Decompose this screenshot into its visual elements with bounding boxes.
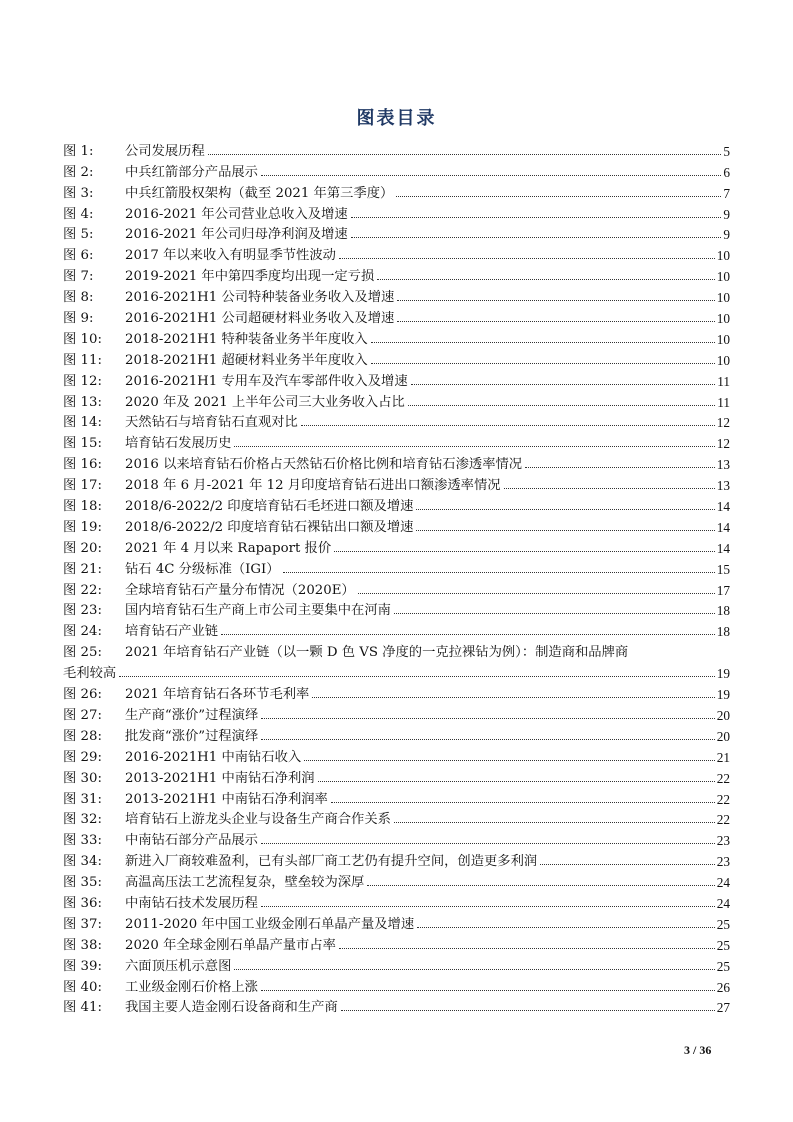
toc-entry-label: 图 28: bbox=[63, 728, 102, 744]
toc-entry-label: 图 33: bbox=[63, 833, 102, 849]
toc-entry[interactable] bbox=[63, 139, 730, 160]
dot-leader bbox=[416, 530, 714, 531]
toc-entry-text: 高温高压法工艺流程复杂，壁垒较为深厚 bbox=[125, 875, 365, 891]
dot-leader bbox=[377, 279, 714, 280]
toc-entry-page: 10 bbox=[716, 352, 730, 368]
toc-entry-label: 图 34: bbox=[63, 854, 102, 870]
toc-entry-label: 图 3: bbox=[63, 185, 94, 201]
toc-list-b bbox=[63, 682, 730, 1016]
dot-leader bbox=[371, 363, 715, 364]
toc-entry-label: 图 12: bbox=[63, 373, 102, 389]
toc-entry-text: 2013-2021H1 中南钻石净利润 bbox=[125, 770, 315, 786]
toc-entry[interactable] bbox=[63, 223, 730, 244]
toc-entry-text: 生产商“涨价”过程演绎 bbox=[125, 707, 259, 723]
toc-entry-label: 图 27: bbox=[63, 707, 102, 723]
toc-entry-page: 10 bbox=[716, 269, 730, 285]
toc-entry-label: 图 1: bbox=[63, 143, 94, 159]
toc-entry[interactable] bbox=[63, 745, 730, 766]
toc-entry-label: 图 36: bbox=[63, 895, 102, 911]
toc-entry-page: 11 bbox=[717, 373, 730, 389]
toc-entry-text: 2011-2020 年中国工业级金刚石单晶产量及增速 bbox=[125, 916, 415, 932]
toc-entry[interactable] bbox=[63, 849, 730, 870]
dot-leader bbox=[394, 822, 715, 823]
toc-entry-page: 18 bbox=[716, 624, 730, 640]
toc-entry-text: 我国主要人造金刚石设备商和生产商 bbox=[125, 1000, 338, 1016]
toc-entry[interactable] bbox=[63, 264, 730, 285]
toc-entry-label: 图 19: bbox=[63, 519, 102, 535]
toc-entry-page: 13 bbox=[716, 478, 730, 494]
toc-entry-page: 9 bbox=[723, 227, 730, 243]
toc-entry[interactable] bbox=[63, 933, 730, 954]
toc-entry[interactable] bbox=[63, 452, 730, 473]
toc-entry-page: 15 bbox=[716, 561, 730, 577]
toc-entry[interactable] bbox=[63, 515, 730, 536]
toc-entry-label: 图 22: bbox=[63, 582, 102, 598]
toc-entry[interactable] bbox=[63, 599, 730, 620]
toc-entry[interactable] bbox=[63, 390, 730, 411]
toc-entry-text: 2016-2021H1 公司特种装备业务收入及增速 bbox=[125, 290, 395, 306]
toc-entry[interactable] bbox=[63, 954, 730, 975]
toc-entry-label: 图 41: bbox=[63, 1000, 102, 1016]
toc-entry-label: 图 26: bbox=[63, 687, 102, 703]
toc-entry-page: 9 bbox=[723, 206, 730, 222]
toc-entry-page: 22 bbox=[716, 812, 730, 828]
toc-entry-text: 批发商“涨价”过程演绎 bbox=[125, 728, 259, 744]
toc-entry[interactable] bbox=[63, 975, 730, 996]
dot-leader bbox=[331, 802, 715, 803]
toc-entry-page: 14 bbox=[716, 519, 730, 535]
toc-entry-text: 2020 年及 2021 上半年公司三大业务收入占比 bbox=[125, 394, 405, 410]
toc-entry-page: 18 bbox=[716, 603, 730, 619]
toc-entry-label: 图 23: bbox=[63, 603, 102, 619]
toc-entry[interactable] bbox=[63, 243, 730, 264]
dot-leader bbox=[394, 613, 715, 614]
page-number: 3 / 36 bbox=[684, 1043, 712, 1057]
toc-entry-label: 图 11: bbox=[63, 352, 102, 368]
toc-entry-label: 图 32: bbox=[63, 812, 102, 828]
dot-leader bbox=[234, 446, 714, 447]
dot-leader bbox=[283, 572, 715, 573]
toc-entry[interactable] bbox=[63, 431, 730, 452]
dot-leader bbox=[261, 739, 714, 740]
toc-entry-page: 11 bbox=[717, 394, 730, 410]
toc-entry-text: 新进入厂商较难盈利，已有头部厂商工艺仍有提升空间，创造更多利润 bbox=[125, 854, 538, 870]
toc-entry-label: 图 10: bbox=[63, 331, 102, 347]
dot-leader bbox=[234, 969, 714, 970]
toc-entry-page: 19 bbox=[716, 687, 730, 703]
dot-leader bbox=[396, 196, 721, 197]
toc-entry-text: 2018/6-2022/2 印度培育钻石裸钻出口额及增速 bbox=[125, 519, 414, 535]
toc-entry-text: 六面顶压机示意图 bbox=[125, 958, 232, 974]
toc-entry-page: 10 bbox=[716, 248, 730, 264]
toc-entry-page: 19 bbox=[716, 666, 730, 682]
dot-leader bbox=[261, 906, 715, 907]
toc-entry-page: 26 bbox=[716, 979, 730, 995]
toc-entry-text: 2018-2021H1 超硬材料业务半年度收入 bbox=[125, 352, 368, 368]
dot-leader bbox=[351, 237, 722, 238]
toc-entry-25[interactable] bbox=[63, 640, 730, 682]
toc-entry-label: 图 15: bbox=[63, 436, 102, 452]
dot-leader bbox=[339, 948, 715, 949]
toc-entry-text: 2016-2021 年公司营业总收入及增速 bbox=[125, 206, 348, 222]
toc-entry-page: 25 bbox=[716, 937, 730, 953]
toc-entry-text: 培育钻石发展历史 bbox=[125, 436, 232, 452]
toc-entry-text: 2017 年以来收入有明显季节性波动 bbox=[125, 248, 336, 264]
toc-entry-text: 2018 年 6 月-2021 年 12 月印度培育钻石进出口额渗透率情况 bbox=[125, 478, 501, 494]
toc-entry-page: 20 bbox=[716, 707, 730, 723]
toc-entry-label: 图 40: bbox=[63, 979, 102, 995]
toc-entry-page: 6 bbox=[723, 164, 730, 180]
dot-leader bbox=[339, 258, 715, 259]
toc-entry-page: 10 bbox=[716, 311, 730, 327]
toc-entry-text: 公司发展历程 bbox=[125, 143, 205, 159]
dot-leader bbox=[261, 175, 721, 176]
dot-leader bbox=[371, 342, 715, 343]
toc-entry[interactable] bbox=[63, 828, 730, 849]
toc-entry-page: 20 bbox=[716, 728, 730, 744]
page-title: 图表目录 bbox=[356, 108, 437, 129]
toc-entry[interactable] bbox=[63, 557, 730, 578]
toc-entry-page: 12 bbox=[716, 436, 730, 452]
toc-entry-text: 2016 以来培育钻石价格占天然钻石价格比例和培育钻石渗透率情况 bbox=[125, 457, 523, 473]
toc-entry-text: 2016-2021H1 中南钻石收入 bbox=[125, 749, 302, 765]
toc-entry[interactable] bbox=[63, 912, 730, 933]
toc-entry[interactable] bbox=[63, 494, 730, 515]
toc-entry-label: 图 38: bbox=[63, 937, 102, 953]
toc-entry-page: 10 bbox=[716, 290, 730, 306]
toc-entry-text: 2018/6-2022/2 印度培育钻石毛坯进口额及增速 bbox=[125, 499, 414, 515]
toc-entry-label: 图 13: bbox=[63, 394, 102, 410]
toc-entry[interactable] bbox=[63, 578, 730, 599]
toc-entry-label: 图 6: bbox=[63, 248, 94, 264]
toc-entry-text-continued: 毛利较高 bbox=[63, 666, 117, 682]
toc-entry-page: 22 bbox=[716, 791, 730, 807]
toc-entry-text: 2018-2021H1 特种装备业务半年度收入 bbox=[125, 331, 368, 347]
toc-entry[interactable] bbox=[63, 766, 730, 787]
dot-leader bbox=[208, 154, 722, 155]
toc-entry[interactable] bbox=[63, 327, 730, 348]
toc-entry-text: 2019-2021 年中第四季度均出现一定亏损 bbox=[125, 269, 375, 285]
toc-entry-page: 13 bbox=[716, 457, 730, 473]
toc-entry-label: 图 16: bbox=[63, 457, 102, 473]
toc-entry-text: 中兵红箭部分产品展示 bbox=[125, 164, 258, 180]
toc-entry-label: 图 24: bbox=[63, 624, 102, 640]
dot-leader bbox=[417, 927, 715, 928]
dot-leader bbox=[318, 781, 715, 782]
dot-leader bbox=[304, 760, 714, 761]
toc-entry-label: 图 9: bbox=[63, 311, 94, 327]
toc-entry-text: 钻石 4C 分级标准（IGI） bbox=[125, 561, 280, 577]
toc-entry-label: 图 30: bbox=[63, 770, 102, 786]
toc-entry-text: 2016-2021H1 专用车及汽车零部件收入及增速 bbox=[125, 373, 408, 389]
toc-entry-page: 5 bbox=[723, 143, 730, 159]
toc-entry-text: 中南钻石部分产品展示 bbox=[125, 833, 258, 849]
toc-entry-text: 全球培育钻石产量分布情况（2020E） bbox=[125, 582, 355, 598]
toc-entry[interactable] bbox=[63, 181, 730, 202]
toc-entry-page: 12 bbox=[716, 415, 730, 431]
dot-leader bbox=[525, 467, 715, 468]
dot-leader bbox=[221, 634, 715, 635]
toc-entry[interactable] bbox=[63, 473, 730, 494]
dot-leader bbox=[261, 990, 715, 991]
toc-entry-text: 培育钻石产业链 bbox=[125, 624, 219, 640]
toc-entry-label: 图 14: bbox=[63, 415, 102, 431]
toc-entry-text: 2021 年培育钻石产业链（以一颗 D 色 VS 净度的一克拉裸钻为例）：制造商和品牌商 bbox=[125, 645, 629, 661]
toc-entry[interactable] bbox=[63, 619, 730, 640]
toc-entry[interactable] bbox=[63, 411, 730, 432]
dot-leader bbox=[261, 843, 715, 844]
toc-entry-label: 图 5: bbox=[63, 227, 94, 243]
dot-leader bbox=[301, 425, 715, 426]
toc-entry[interactable] bbox=[63, 348, 730, 369]
toc-entry-page: 23 bbox=[716, 854, 730, 870]
toc-entry-label: 图 21: bbox=[63, 561, 102, 577]
toc-entry-text: 2016-2021 年公司归母净利润及增速 bbox=[125, 227, 348, 243]
toc-entry-page: 27 bbox=[716, 1000, 730, 1016]
toc-entry[interactable] bbox=[63, 870, 730, 891]
toc-entry[interactable] bbox=[63, 891, 730, 912]
toc-entry-label: 图 37: bbox=[63, 916, 102, 932]
dot-leader bbox=[540, 864, 715, 865]
dot-leader bbox=[504, 488, 715, 489]
dot-leader bbox=[367, 885, 714, 886]
toc-entry-label: 图 8: bbox=[63, 290, 94, 306]
toc-entry-text: 2021 年培育钻石各环节毛利率 bbox=[125, 687, 310, 703]
dot-leader bbox=[261, 718, 714, 719]
figure-toc bbox=[63, 139, 730, 1016]
toc-entry-label: 图 29: bbox=[63, 749, 102, 765]
toc-entry-page: 23 bbox=[716, 833, 730, 849]
toc-entry-text: 培育钻石上游龙头企业与设备生产商合作关系 bbox=[125, 812, 391, 828]
toc-entry-page: 17 bbox=[716, 582, 730, 598]
dot-leader bbox=[119, 676, 715, 677]
toc-entry-page: 24 bbox=[716, 895, 730, 911]
toc-entry-text: 国内培育钻石生产商上市公司主要集中在河南 bbox=[125, 603, 391, 619]
toc-list-a bbox=[63, 139, 730, 640]
dot-leader bbox=[351, 217, 722, 218]
toc-entry[interactable] bbox=[63, 369, 730, 390]
toc-entry-text: 2021 年 4 月以来 Rapaport 报价 bbox=[125, 540, 332, 556]
dot-leader bbox=[397, 300, 714, 301]
toc-entry-page: 14 bbox=[716, 540, 730, 556]
toc-entry[interactable] bbox=[63, 536, 730, 557]
toc-entry-page: 21 bbox=[716, 749, 730, 765]
toc-entry-label: 图 7: bbox=[63, 269, 94, 285]
toc-entry-label: 图 35: bbox=[63, 875, 102, 891]
toc-entry-page: 14 bbox=[716, 499, 730, 515]
toc-entry[interactable] bbox=[63, 202, 730, 223]
toc-entry-label: 图 18: bbox=[63, 499, 102, 515]
dot-leader bbox=[408, 405, 715, 406]
toc-entry-label: 图 25: bbox=[63, 645, 102, 661]
toc-entry-text: 2013-2021H1 中南钻石净利润率 bbox=[125, 791, 328, 807]
toc-entry-text: 工业级金刚石价格上涨 bbox=[125, 979, 258, 995]
toc-entry[interactable] bbox=[63, 306, 730, 327]
toc-entry[interactable] bbox=[63, 724, 730, 745]
toc-entry[interactable] bbox=[63, 285, 730, 306]
dot-leader bbox=[416, 509, 714, 510]
dot-leader bbox=[312, 697, 714, 698]
dot-leader bbox=[358, 593, 715, 594]
dot-leader bbox=[341, 1010, 715, 1011]
toc-entry[interactable] bbox=[63, 682, 730, 703]
toc-entry[interactable] bbox=[63, 808, 730, 829]
toc-entry[interactable] bbox=[63, 703, 730, 724]
toc-entry-page: 7 bbox=[723, 185, 730, 201]
toc-entry-label: 图 20: bbox=[63, 540, 102, 556]
toc-entry[interactable] bbox=[63, 787, 730, 808]
toc-entry-page: 24 bbox=[716, 875, 730, 891]
toc-entry-page: 10 bbox=[716, 331, 730, 347]
toc-entry-text: 中兵红箭股权架构（截至 2021 年第三季度） bbox=[125, 185, 394, 201]
toc-entry-text: 天然钻石与培育钻石直观对比 bbox=[125, 415, 298, 431]
toc-entry-text: 中南钻石技术发展历程 bbox=[125, 895, 258, 911]
toc-entry[interactable] bbox=[63, 996, 730, 1017]
toc-entry-label: 图 17: bbox=[63, 478, 102, 494]
toc-entry-text: 2020 年全球金刚石单晶产量市占率 bbox=[125, 937, 336, 953]
toc-entry-text: 2016-2021H1 公司超硬材料业务收入及增速 bbox=[125, 311, 395, 327]
toc-entry-page: 25 bbox=[716, 958, 730, 974]
dot-leader bbox=[397, 321, 714, 322]
toc-entry-label: 图 31: bbox=[63, 791, 102, 807]
toc-entry-page: 22 bbox=[716, 770, 730, 786]
toc-entry-label: 图 39: bbox=[63, 958, 102, 974]
toc-entry-label: 图 4: bbox=[63, 206, 94, 222]
dot-leader bbox=[411, 384, 716, 385]
toc-entry-label: 图 2: bbox=[63, 164, 94, 180]
toc-entry[interactable] bbox=[63, 160, 730, 181]
toc-entry-page: 25 bbox=[716, 916, 730, 932]
dot-leader bbox=[334, 551, 715, 552]
